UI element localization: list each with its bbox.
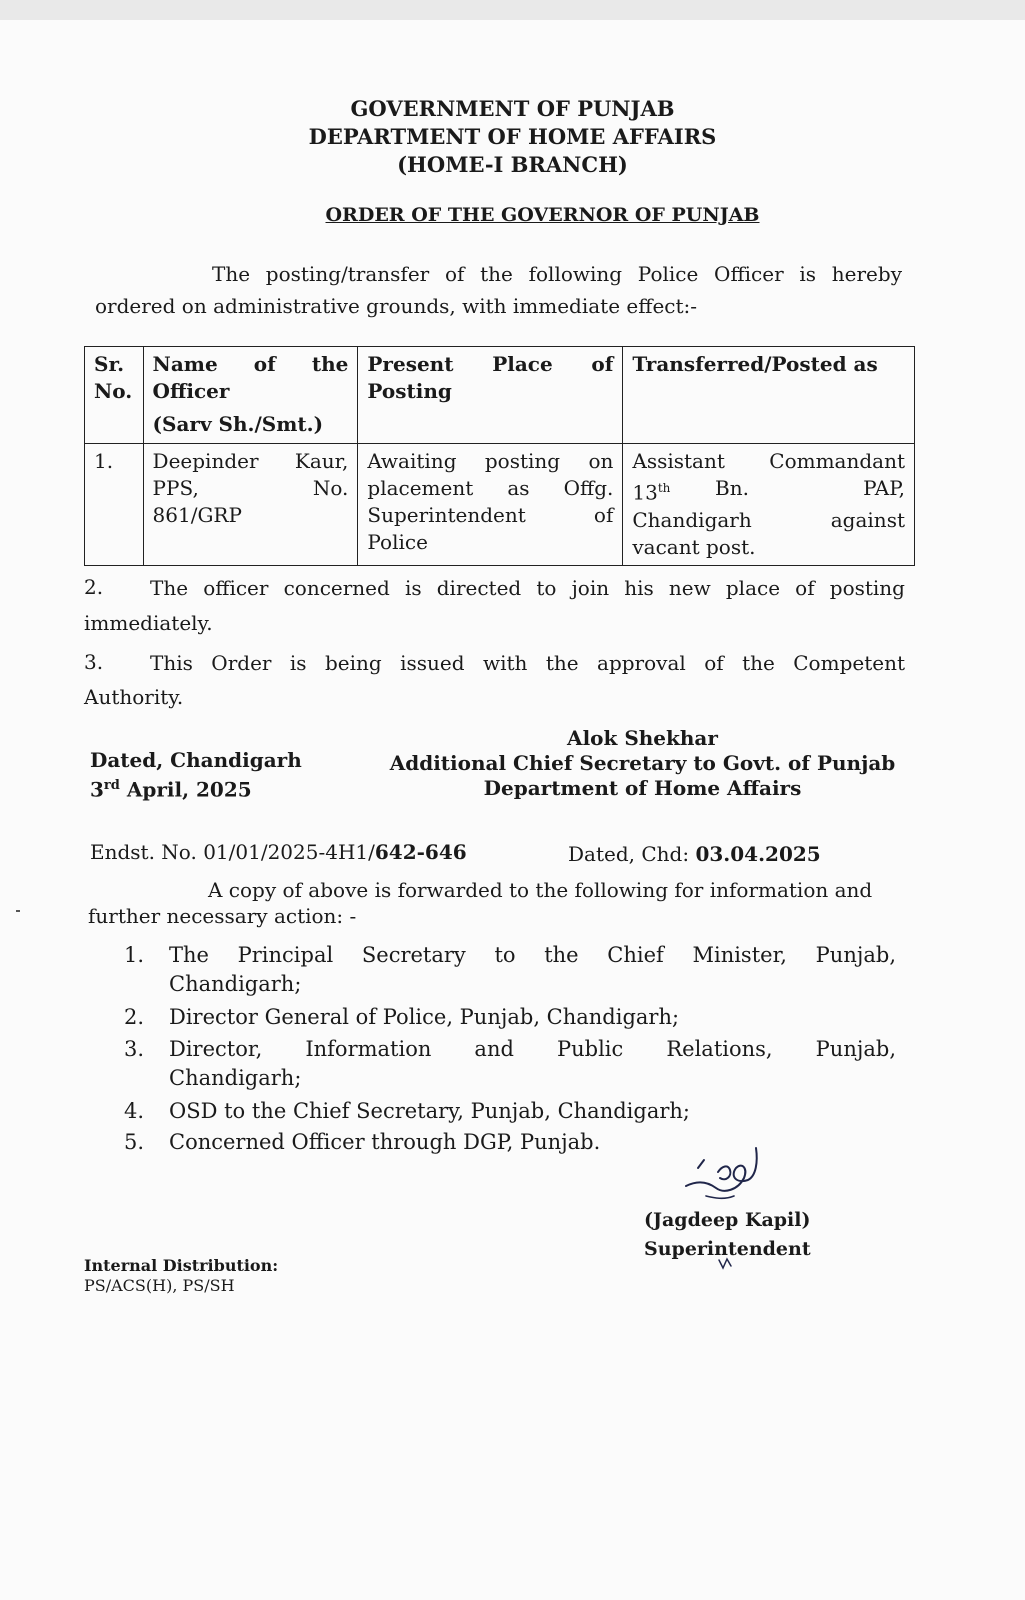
para-2-line-1: The officer concerned is directed to join his new place of posting: [150, 576, 905, 600]
endorsement-range: 642-646: [374, 840, 467, 864]
transfer-line-1: Assistant Commandant: [632, 449, 905, 473]
document-page: [0, 20, 1025, 1600]
present-line-4: Police: [367, 530, 428, 554]
endorsement-prefix: Endst. No. 01/01/2025-4H1/: [90, 840, 375, 864]
superintendent-designation: Superintendent: [644, 1238, 811, 1260]
cell-transferred: [623, 444, 915, 566]
intro-line-1: The posting/transfer of the following Police Officer is hereby: [212, 262, 902, 286]
dated-day: 3: [90, 777, 104, 802]
header-present-posting: [358, 347, 623, 444]
para-3-line-2: Authority.: [84, 685, 184, 709]
signatory-name: Alok Shekhar: [567, 726, 718, 750]
officer-name-line-1: Deepinder Kaur,: [152, 449, 349, 473]
present-line-2: placement as Offg.: [367, 476, 614, 500]
internal-distribution-value: PS/ACS(H), PS/SH: [84, 1276, 235, 1295]
posting-table: [84, 346, 915, 566]
transfer-line-2: [632, 475, 905, 507]
cell-officer-name: [143, 444, 358, 566]
endorsement-date: [568, 842, 821, 866]
header-no-label: No.: [94, 379, 133, 403]
list-item-line-2: Chandigarh;: [169, 972, 302, 996]
superintendent-name: (Jagdeep Kapil): [644, 1209, 811, 1231]
copy-line-2: further necessary action: -: [88, 904, 357, 928]
list-item-line-1: Director General of Police, Punjab, Chandigarh;: [169, 1005, 680, 1029]
transfer-line-2-rest: Bn. PAP,: [715, 476, 905, 500]
header-department: DEPARTMENT OF HOME AFFAIRS: [308, 124, 717, 149]
present-line-1: Awaiting posting on: [367, 449, 614, 473]
transfer-line-3: Chandigarh against: [632, 507, 905, 532]
transfer-battalion-suffix: th: [657, 481, 671, 495]
transfer-line-4: vacant post.: [632, 534, 756, 559]
dated-day-suffix: rd: [103, 778, 120, 793]
list-item-number: 2.: [124, 1005, 145, 1029]
para-3-line-1: This Order is being issued with the approval of the Competent: [150, 651, 905, 675]
header-sr-label: Sr.: [94, 352, 125, 376]
transfer-battalion-number: 13: [632, 480, 658, 505]
initials-mark: [716, 1256, 736, 1272]
signatory-designation: Additional Chief Secretary to Govt. of Punjab: [389, 751, 896, 775]
header-branch: (HOME-I BRANCH): [397, 152, 628, 177]
cell-sr: 1.: [85, 444, 144, 566]
list-item-text: [169, 941, 896, 999]
cell-present-posting: [358, 444, 623, 566]
list-item-line-1: Director, Information and Public Relations, Punjab,: [169, 1037, 896, 1061]
header-officer-name: [143, 347, 358, 444]
dated-month-year: April, 2025: [119, 777, 252, 802]
header-name-line-1: Name of the: [152, 352, 349, 376]
list-item-line-1: OSD to the Chief Secretary, Punjab, Chandigarh;: [169, 1099, 690, 1123]
transfer-line-2-number: [632, 475, 670, 507]
list-item-number: 5.: [124, 1130, 145, 1154]
officer-name-line-3: 861/GRP: [152, 503, 242, 527]
handwritten-signature: [678, 1138, 768, 1208]
para-2-line-2: immediately.: [84, 611, 213, 635]
endorsement-number: [90, 840, 467, 864]
internal-distribution: [84, 1256, 278, 1296]
header-present-line-1: Present Place of: [367, 352, 614, 376]
signatory-block: [380, 726, 905, 801]
para-3-number: 3.: [84, 650, 104, 674]
officer-name-line-2: PPS, No.: [152, 476, 349, 500]
list-item-number: 1.: [124, 943, 145, 967]
dated-place: Dated, Chandigarh: [90, 748, 302, 772]
copy-line-1: A copy of above is forwarded to the following for information and: [208, 878, 873, 902]
endorsement-date-value: 03.04.2025: [695, 842, 821, 866]
list-item-line-1: The Principal Secretary to the Chief Minister, Punjab,: [169, 943, 896, 967]
header-sr-no: [85, 347, 144, 444]
list-item-number: 3.: [124, 1037, 145, 1061]
list-item-line-1: Concerned Officer through DGP, Punjab.: [169, 1130, 601, 1154]
table-header-row: [85, 347, 915, 444]
margin-mark: [16, 910, 20, 912]
endorsement-date-label: Dated, Chd:: [568, 842, 696, 866]
dated-block: [90, 748, 302, 803]
signatory-department: Department of Home Affairs: [483, 776, 802, 800]
list-item-number: 4.: [124, 1099, 145, 1123]
distribution-list: [124, 941, 896, 1171]
order-title: ORDER OF THE GOVERNOR OF PUNJAB: [325, 204, 760, 226]
header-name-line-2: Officer: [152, 379, 230, 403]
header-present-line-2: Posting: [367, 379, 452, 403]
present-line-3: Superintendent of: [367, 503, 614, 527]
list-item-text: [169, 1035, 896, 1093]
header-government: GOVERNMENT OF PUNJAB: [350, 96, 675, 121]
list-item-line-2: Chandigarh;: [169, 1066, 302, 1090]
para-2-number: 2.: [84, 575, 104, 599]
header-name-line-3: (Sarv Sh./Smt.): [152, 412, 324, 436]
dated-date: [90, 773, 302, 803]
header-transferred: Transferred/Posted as: [623, 347, 915, 444]
table-row: [85, 444, 915, 566]
internal-distribution-label: Internal Distribution:: [84, 1256, 279, 1275]
intro-line-2: ordered on administrative grounds, with immediate effect:-: [95, 294, 698, 318]
